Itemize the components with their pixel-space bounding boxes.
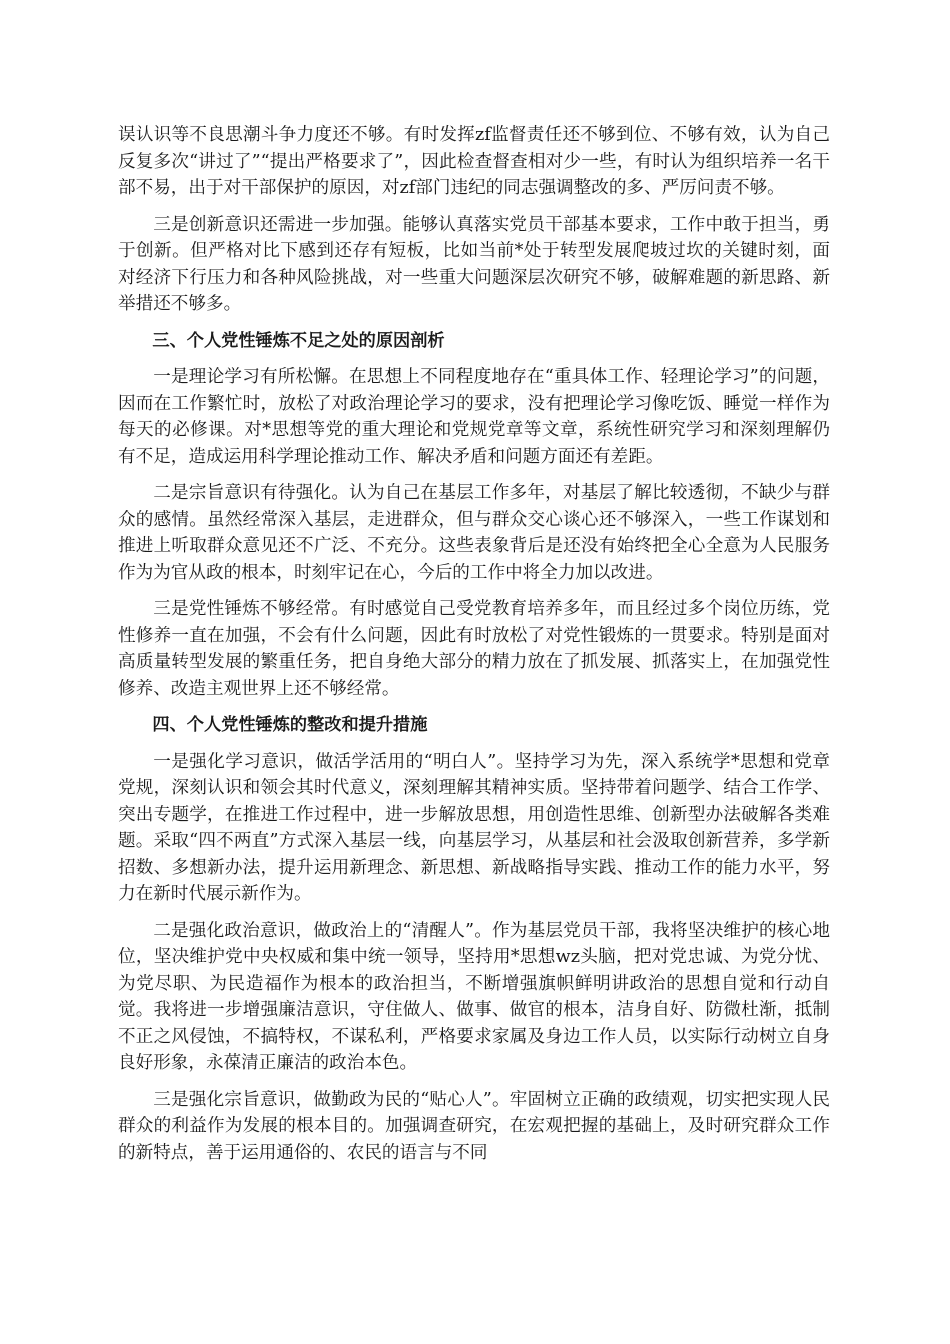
section-heading-3: 三、个人党性锤炼不足之处的原因剖析 [152, 330, 445, 351]
paragraph-1: 误认识等不良思潮斗争力度还不够。有时发挥zf监督责任还不够到位、不够有效，认为自己反复多次“讲过了”“提出严格要求了”，因此检查督查相对少一些，有时认为组织培养一名干部不易，出于对干部保护的原因，对zf部门违纪的同志强调整改的多、严厉问责不够。 [118, 125, 830, 198]
paragraph-8: 三是强化宗旨意识，做勤政为民的“贴心人”。牢固树立正确的政绩观，切实把实现人民群众的利益作为发展的根本目的。加强调查研究，在宏观把握的基础上，及时研究群众工作的新特点，善于运用通俗的、农民的语言与不同 [118, 1089, 830, 1163]
paragraph-4: 二是宗旨意识有待强化。认为自己在基层工作多年，对基层了解比较透彻，不缺少与群众的感情。虽然经常深入基层，走进群众，但与群众交心谈心还不够深入，一些工作谋划和推进上听取群众意见还不广泛、不充分。这些表象背后是还没有始终把全心全意为人民服务作为为官从政的根本，时刻牢记在心，今后的工作中将全力加以改进。 [118, 483, 830, 583]
paragraph-2: 三是创新意识还需进一步加强。能够认真落实党员干部基本要求，工作中敢于担当，勇于创新。但严格对比下感到还存有短板，比如当前*处于转型发展爬坡过坎的关键时刻，面对经济下行压力和各种风险挑战，对一些重大问题深层次研究不够，破解难题的新思路、新举措还不够多。 [118, 214, 830, 314]
paragraph-6: 一是强化学习意识，做活学活用的“明白人”。坚持学习为先，深入系统学*思想和党章党规，深刻认识和领会其时代意义，深刻理解其精神实质。坚持带着问题学、结合工作学、突出专题学，在推进工作过程中，进一步解放思想，用创造性思维、创新型办法破解各类难题。采取“四不两直”方式深入基层一线，向基层学习，从基层和社会汲取创新营养，多学新招数、多想新办法，提升运用新理念、新思想、新战略指导实践、推动工作的能力水平，努力在新时代展示新作为。 [118, 751, 830, 904]
paragraph-7: 二是强化政治意识，做政治上的“清醒人”。作为基层党员干部，我将坚决维护的核心地位，坚决维护党中央权威和集中统一领导，坚持用*思想wz头脑，把对党忠诚、为党分忧、为党尽职、为民造福作为根本的政治担当，不断增强旗帜鲜明讲政治的思想自觉和行动自觉。我将进一步增强廉洁意识，守住做人、做事、做官的根本，洁身自好、防微杜渐，抵制不正之风侵蚀，不搞特权，不谋私利，严格要求家属及身边工作人员，以实际行动树立自身良好形象，永葆清正廉洁的政治本色。 [118, 920, 830, 1073]
section-heading-4: 四、个人党性锤炼的整改和提升措施 [152, 715, 428, 735]
document-body [118, 122, 830, 1176]
paragraph-3: 一是理论学习有所松懈。在思想上不同程度地存在“重具体工作、轻理论学习”的问题，因而在工作繁忙时，放松了对政治理论学习的要求，没有把理论学习像吃饭、睡觉一样作为每天的必修课。对*思想等党的重大理论和党规党章等文章，系统性研究学习和深刻理解仍有不足，造成运用科学理论推动工作、解决矛盾和问题方面还有差距。 [118, 367, 830, 467]
paragraph-5: 三是党性锤炼不够经常。有时感觉自己受党教育培养多年，而且经过多个岗位历练，党性修养一直在加强，不会有什么问题，因此有时放松了对党性锻炼的一贯要求。特别是面对高质量转型发展的繁重任务，把自身绝大部分的精力放在了抓发展、抓落实上，在加强党性修养、改造主观世界上还不够经常。 [118, 599, 830, 699]
